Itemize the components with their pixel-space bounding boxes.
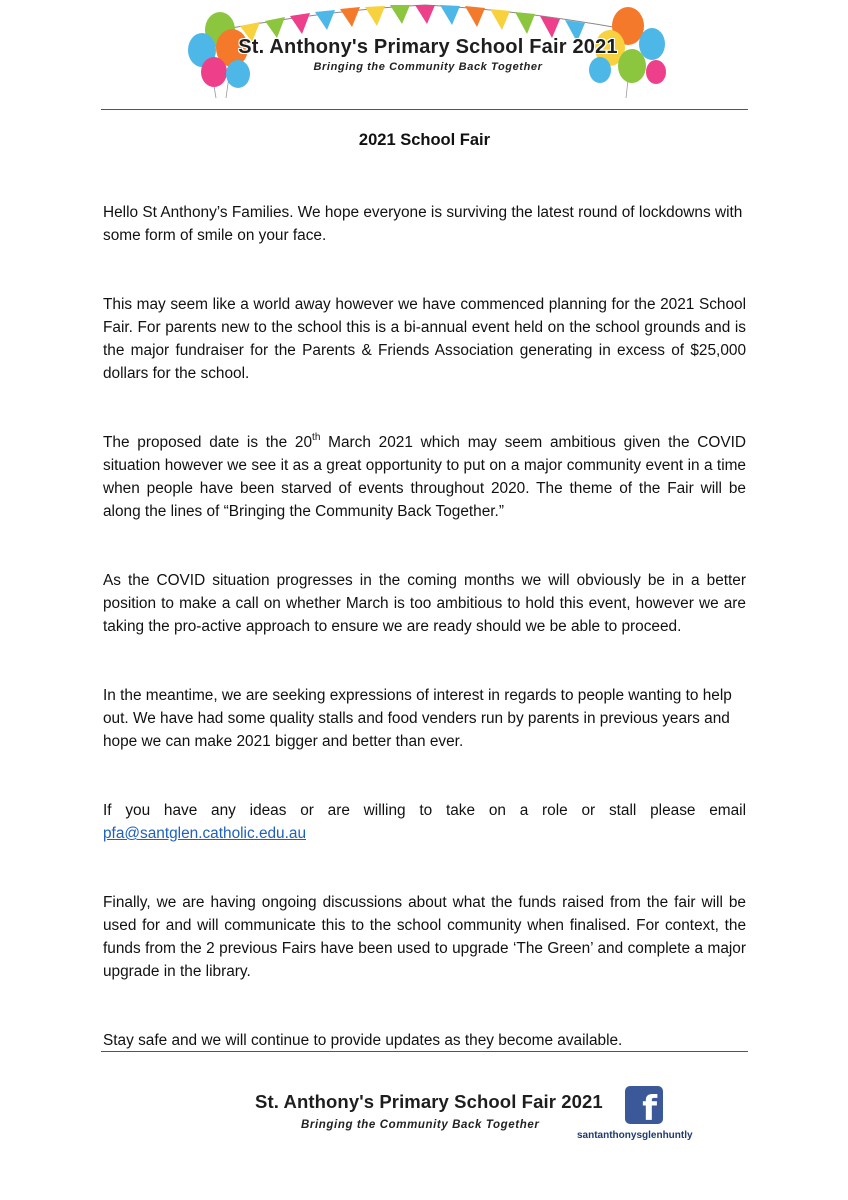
- email-link[interactable]: pfa@santglen.catholic.edu.au: [103, 825, 307, 842]
- footer: [255, 1084, 715, 1154]
- footer-subtitle: Bringing the Community Back Together: [301, 1119, 540, 1131]
- paragraph-text: As the COVID situation progresses in the coming months we will obviously be in a better position to make a call on whether March is too ambitious to hold this event, however we are taking the pro-active approach to ensure we are ready should we be able to proceed.: [103, 572, 746, 635]
- paragraph-greeting: [103, 201, 746, 247]
- paragraph-text: March 2021 which may seem ambitious given the COVID situation however we see it as a great opportunity to put on a major community event in a time when people have been starved of events throughout 2020. The theme of the Fair will be along the lines of “Bringing the Community Back Together.”: [103, 434, 746, 520]
- paragraph-text: Finally, we are having ongoing discussions about what the funds raised from the fair will be used for and will communicate this to the school community when finalised. For context, the funds from the 2 previous Fairs have been used to upgrade ‘The Green’ and complete a major upgrade in the library.: [103, 894, 746, 980]
- facebook-handle[interactable]: santanthonysglenhuntly: [577, 1130, 693, 1141]
- footer-title: St. Anthony's Primary School Fair 2021: [255, 1091, 603, 1112]
- paragraph-text: The proposed date is the 20: [103, 434, 313, 451]
- paragraph-covid: [103, 569, 746, 638]
- paragraph-funds: [103, 891, 746, 983]
- facebook-icon[interactable]: [625, 1086, 663, 1124]
- paragraph-text: This may seem like a world away however we have commenced planning for the 2021 School Fair. For parents new to the school this is a bi-annual event held on the school grounds and is the major fundraiser for the Parents & Friends Association generating in excess of $25,000 dollars for the school.: [103, 296, 746, 382]
- facebook-glyph: f: [642, 1089, 657, 1124]
- paragraph-text: Stay safe and we will continue to provide updates as they become available.: [103, 1032, 623, 1049]
- page-title: 2021 School Fair: [358, 131, 491, 149]
- paragraph-text: Hello St Anthony’s Families. We hope everyone is surviving the latest round of lockdowns with some form of smile on your face.: [103, 204, 743, 244]
- bottom-divider: [101, 1051, 748, 1052]
- header-subtitle: Bringing the Community Back Together: [313, 61, 543, 73]
- paragraph-contact: [103, 799, 746, 845]
- header-banner: [180, 0, 670, 100]
- paragraph-planning: [103, 293, 746, 385]
- paragraph-text: In the meantime, we are seeking expressions of interest in regards to people wanting to help out. We have had some quality stalls and food venders run by parents in previous years and hope we can make 2021 bigger and better than ever.: [103, 687, 732, 750]
- ordinal-superscript: th: [312, 431, 321, 443]
- paragraph-sign-off: [103, 1029, 746, 1052]
- letter-body: [103, 201, 746, 1052]
- paragraph-text: If you have any ideas or are willing to take on a role or stall please email: [103, 802, 746, 819]
- paragraph-proposed-date: [103, 431, 746, 523]
- paragraph-expressions-of-interest: [103, 684, 746, 753]
- top-divider: [101, 109, 748, 110]
- header-title: St. Anthony's Primary School Fair 2021: [238, 36, 618, 58]
